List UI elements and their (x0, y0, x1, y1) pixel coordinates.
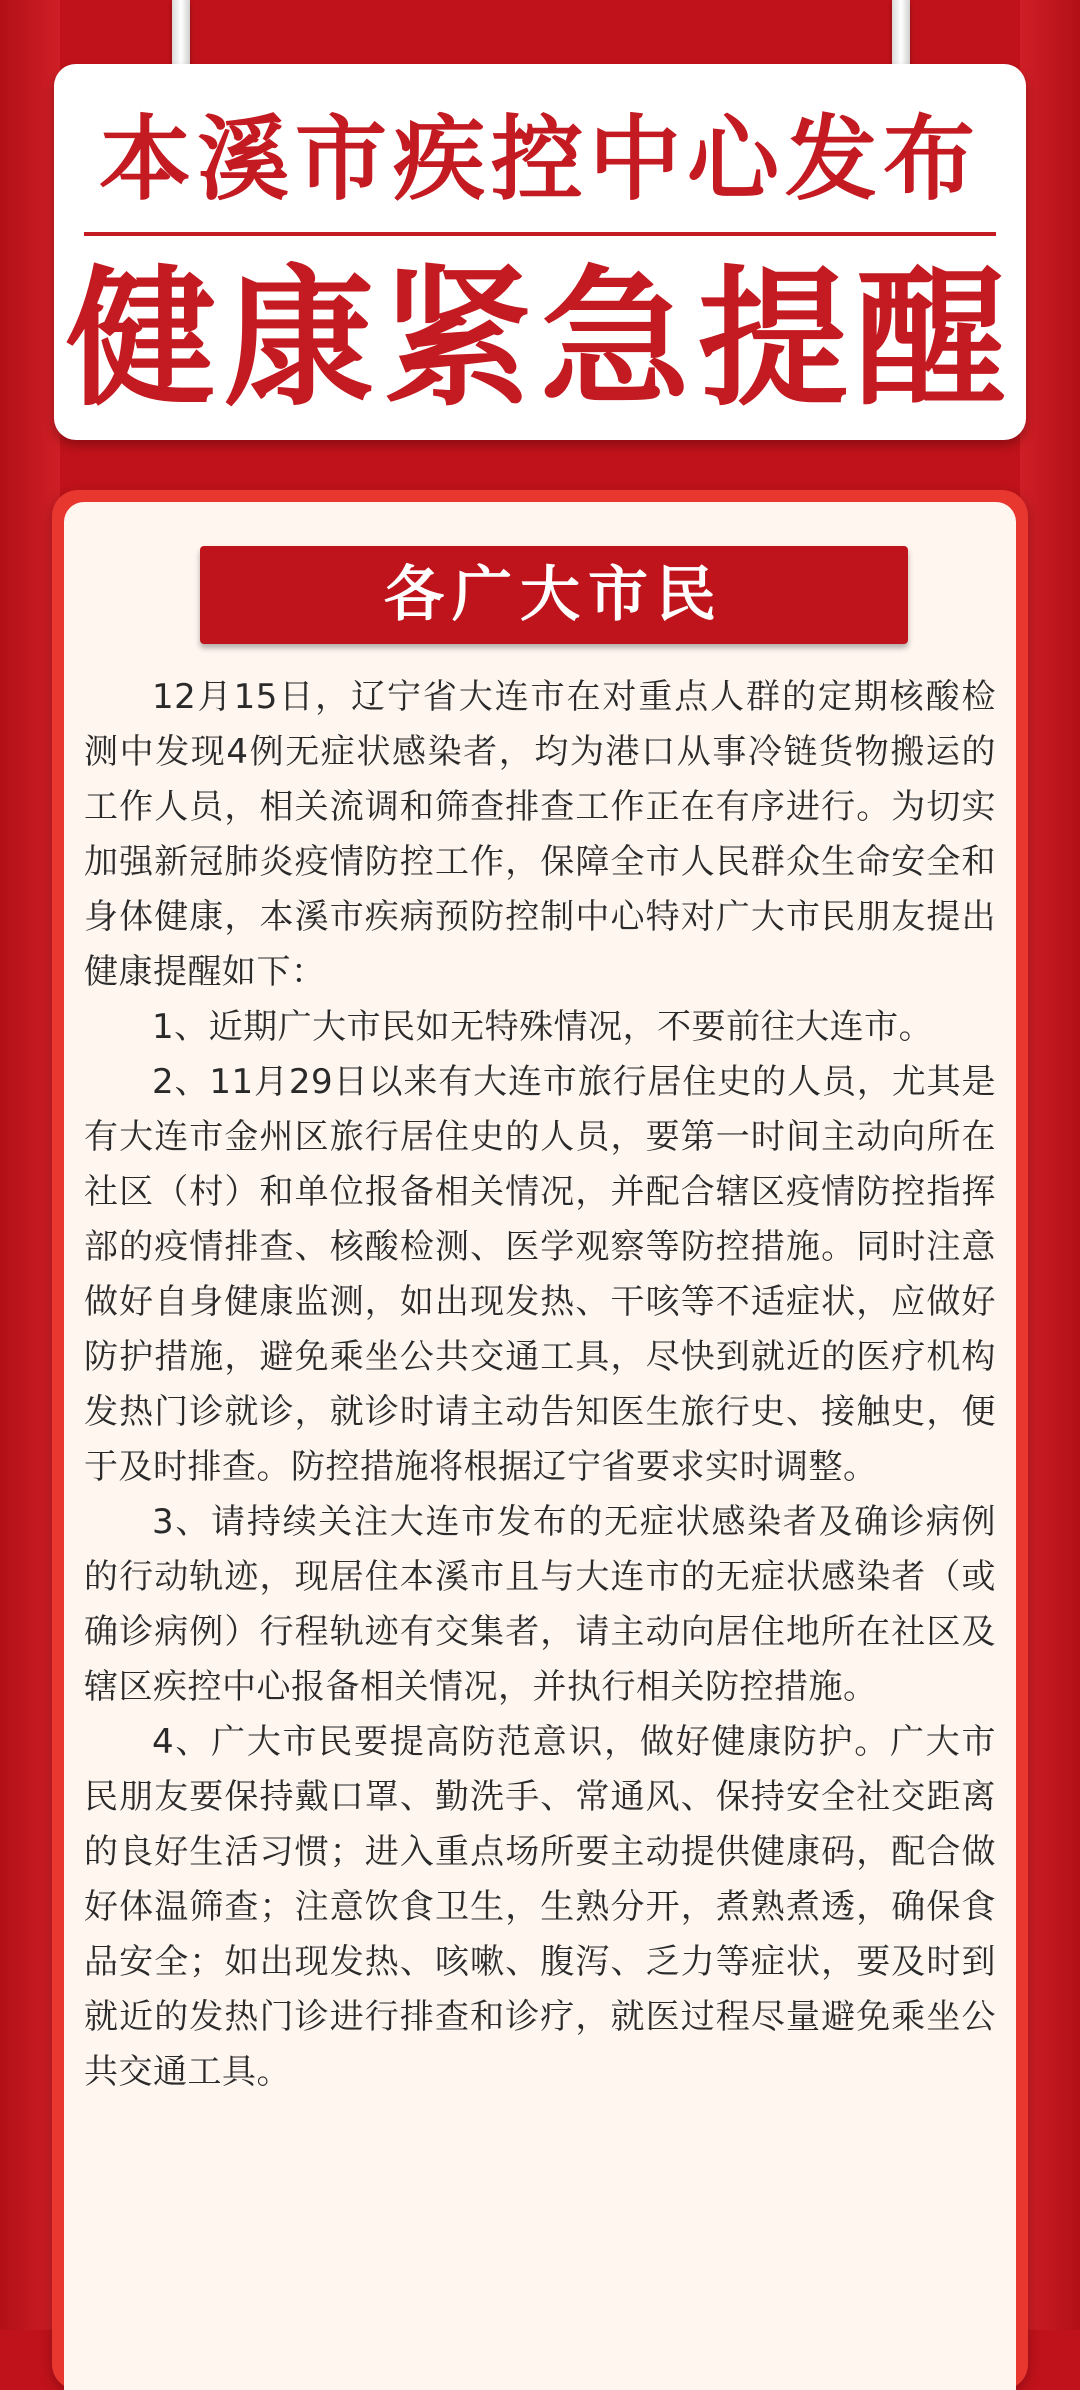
title-board (54, 64, 1026, 440)
paragraph-item-3: 3、请持续关注大连市发布的无症状感染者及确诊病例的行动轨迹，现居住本溪市且与大连市的无症状感染者（或确诊病例）行程轨迹有交集者，请主动向居住地所在社区及辖区疾控中心报备相关情况，并执行相关防控措施。 (84, 1502, 996, 1707)
content-card (64, 502, 1016, 2390)
paragraph-intro: 12月15日，辽宁省大连市在对重点人群的定期核酸检测中发现4例无症状感染者，均为港口从事冷链货物搬运的工作人员，相关流调和筛查排查工作正在有序进行。为切实加强新冠肺炎疫情防控工作，保障全市人民群众生命安全和身体健康，本溪市疾病预防控制中心特对广大市民朋友提出健康提醒如下： (84, 677, 996, 992)
notice-body (84, 670, 996, 2100)
title-divider (84, 232, 996, 236)
hanging-rope-left (172, 0, 190, 72)
hanging-rope-right (892, 0, 910, 72)
background-left-panel (0, 0, 60, 2330)
title-issuer: 本溪市疾控中心发布 (98, 105, 981, 213)
paragraph-item-4: 4、广大市民要提高防范意识，做好健康防护。广大市民朋友要保持戴口罩、勤洗手、常通风、保持安全社交距离的良好生活习惯；进入重点场所要主动提供健康码，配合做好体温筛查；注意饮食卫生，生熟分开，煮熟煮透，确保食品安全；如出现发热、咳嗽、腹泻、乏力等症状，要及时到就近的发热门诊进行排查和诊疗，就医过程尽量避免乘坐公共交通工具。 (84, 1722, 996, 2092)
paragraph-item-1: 1、近期广大市民如无特殊情况，不要前往大连市。 (152, 1007, 934, 1047)
content-frame (52, 490, 1028, 2390)
greeting-banner: 各广大市民 (200, 546, 908, 644)
paragraph-item-2: 2、11月29日以来有大连市旅行居住史的人员，尤其是有大连市金州区旅行居住史的人员，要第一时间主动向所在社区（村）和单位报备相关情况，并配合辖区疫情防控指挥部的疫情排查、核酸检测、医学观察等防控措施。同时注意做好自身健康监测，如出现发热、干咳等不适症状，应做好防护措施，避免乘坐公共交通工具，尽快到就近的医疗机构发热门诊就诊，就诊时请主动告知医生旅行史、接触史，便于及时排查。防控措施将根据辽宁省要求实时调整。 (84, 1062, 996, 1487)
title-main: 健康紧急提醒 (65, 251, 1014, 427)
background-right-panel (1020, 0, 1080, 2330)
